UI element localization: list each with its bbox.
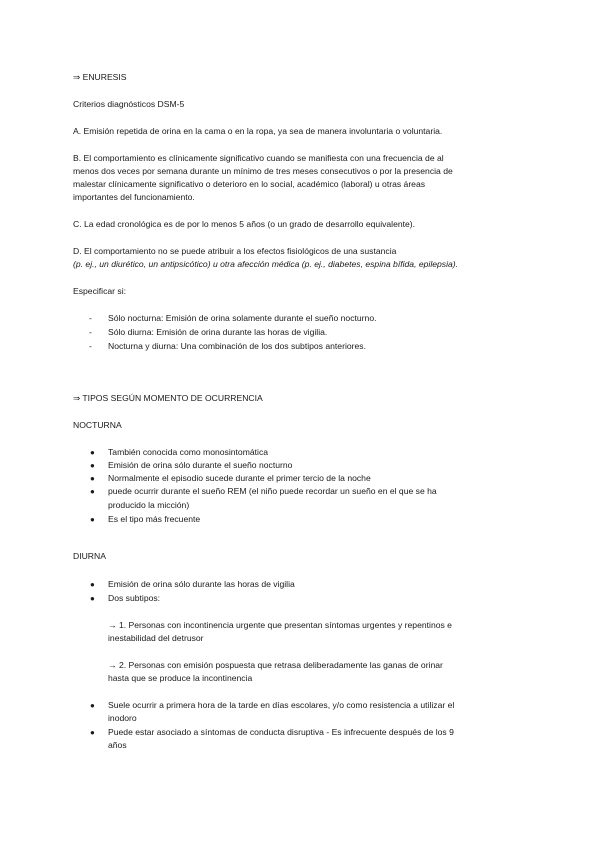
list-item: Puede estar asociado a síntomas de conducta disruptiva - Es infrecuente después de los 9 [108, 727, 454, 737]
list-item-continued: años [108, 740, 127, 750]
subtype-item: Nocturna y diurna: Una combinación de los dos subtipos anteriores. [108, 341, 366, 351]
list-item: Normalmente el episodio sucede durante el primer tercio de la noche [108, 473, 371, 483]
list-item: Emisión de orina sólo durante las horas de vigilia [108, 579, 295, 589]
list-item-continued: producido la micción) [108, 500, 190, 510]
diurna-subtype-1-line-2: inestabilidad del detrusor [108, 633, 204, 643]
criterion-b-line-3: malestar clínicamente significativo o deterioro en lo social, académico (laboral) u otras áreas [73, 179, 426, 189]
list-item: Suele ocurrir a primera hora de la tarde en días escolares, y/o como resistencia a utilizar el [108, 700, 455, 710]
bullet-marker: ● [90, 448, 95, 457]
dash-marker: - [89, 327, 92, 337]
section-heading-enuresis: ⇒ ENURESIS [73, 72, 127, 82]
criterion-d-line-1: D. El comportamiento no se puede atribuir a los efectos fisiológicos de una sustancia [73, 246, 397, 256]
bullet-marker: ● [90, 594, 95, 603]
bullet-marker: ● [90, 461, 95, 470]
bullet-marker: ● [90, 487, 95, 496]
list-item: También conocida como monosintomática [108, 447, 269, 457]
diurna-title: DIURNA [73, 551, 106, 561]
bullet-marker: ● [90, 580, 95, 589]
list-item: Emisión de orina sólo durante el sueño nocturno [108, 460, 293, 470]
list-item: Es el tipo más frecuente [108, 514, 201, 524]
nocturna-title: NOCTURNA [73, 420, 122, 430]
subtitle-dsm5: Criterios diagnósticos DSM-5 [73, 99, 185, 109]
dash-marker: - [89, 313, 92, 323]
diurna-subtype-2-line-1: → 2. Personas con emisión pospuesta que retrasa deliberadamente las ganas de orinar [108, 660, 443, 670]
specify-label: Especificar si: [73, 286, 127, 296]
criterion-c: C. La edad cronológica es de por lo menos 5 años (o un grado de desarrollo equivalente). [73, 219, 416, 229]
subtype-item: Sólo nocturna: Emisión de orina solamente durante el sueño nocturno. [108, 313, 377, 323]
dash-marker: - [89, 341, 92, 351]
criterion-b-line-4: importantes del funcionamiento. [73, 192, 195, 202]
criterion-a: A. Emisión repetida de orina en la cama o en la ropa, ya sea de manera involuntaria o voluntaria. [73, 126, 443, 136]
criterion-d-line-2: (p. ej., un diurético, un antipsicótico) u otra afección médica (p. ej., diabetes, espina bífida, epilepsia). [73, 259, 459, 269]
list-item: puede ocurrir durante el sueño REM (el niño puede recordar un sueño en el que se ha [108, 486, 437, 496]
diurna-subtype-1-line-1: → 1. Personas con incontinencia urgente que presentan síntomas urgentes y repentinos e [108, 620, 452, 630]
bullet-marker: ● [90, 701, 95, 710]
criterion-b-line-1: B. El comportamiento es clínicamente significativo cuando se manifiesta con una frecuencia de al [73, 153, 444, 163]
list-item-continued: inodoro [108, 713, 137, 723]
bullet-marker: ● [90, 474, 95, 483]
bullet-marker: ● [90, 515, 95, 524]
diurna-subtype-2-line-2: hasta que se produce la incontinencia [108, 673, 253, 683]
list-item: Dos subtipos: [108, 593, 161, 603]
section-heading-tipos: ⇒ TIPOS SEGÚN MOMENTO DE OCURRENCIA [73, 393, 263, 403]
subtype-item: Sólo diurna: Emisión de orina durante las horas de vigilia. [108, 327, 328, 337]
criterion-b-line-2: menos dos veces por semana durante un mínimo de tres meses consecutivos o por la presencia de [73, 166, 453, 176]
bullet-marker: ● [90, 728, 95, 737]
